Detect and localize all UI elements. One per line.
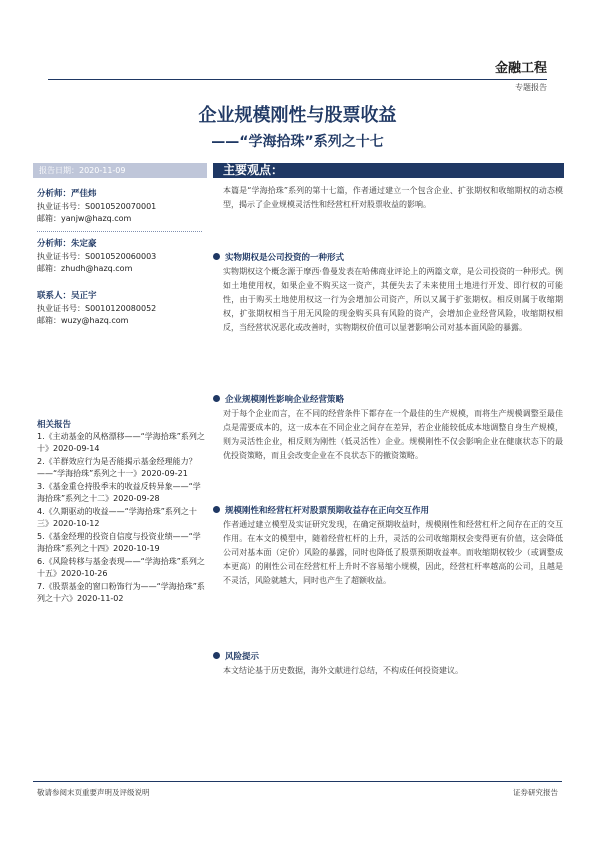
footer-label: 证券研究报告 <box>513 788 558 797</box>
analyst-name: 分析师：严佳炜 <box>37 189 97 199</box>
section-title: 实物期权是公司投资的一种形式 <box>225 253 345 263</box>
section-paragraph: 对于每个企业而言，在不同的经营条件下都存在一个最佳的生产规模，而将生产规模调整至最佳点是需要成本的，这一成本在不同企业之间存在差异，若企业能较低成本地调整自身生产规模，则为灵活性企业，相反则为刚性（低灵活性）企业。规模刚性不仅会影响企业在健康状态下的最优投资策略，而且会改变企业在不良状态下的撤资策略。 <box>223 409 563 460</box>
section-heading <box>213 504 429 516</box>
section-paragraph: 作者通过建立模型及实证研究发现，在确定预期收益时，规模刚性和经营杠杆之间存在正的交互作用。在本文的模型中，随着经营杠杆的上升，灵活的公司收缩期权会变得更有价值，这会降低公司对基本面（定价）风险的暴露，同时也降低了股票预期收益率。而收缩期权较少（或调整成本更高）的刚性公司在经营杠杆上升时不容易缩小规模，因此，经营杠杆率越高的公司，且越是不灵活，风险就越大，同时也产生了超额收益。 <box>223 520 563 585</box>
footer-disclaimer: 敬请参阅末页重要声明及评级说明 <box>37 788 150 797</box>
analyst-email[interactable]: 邮箱：zhudh@hazq.com <box>37 264 133 273</box>
section-heading <box>213 251 344 263</box>
analyst-cert: 执业证书号：S0010520060003 <box>37 251 157 261</box>
section-heading <box>213 393 344 405</box>
intro-paragraph: 本篇是“学海拾珠”系列的第十七篇，作者通过建立一个包含企业、扩张期权和收缩期权的动态模型，揭示了企业规模灵活性和经营杠杆对股票收益的影响。 <box>223 186 563 209</box>
section-title: 规模刚性和经营杠杆对股票预期收益存在正向交互作用 <box>225 506 430 516</box>
bullet-icon <box>213 395 220 402</box>
divider <box>37 231 202 233</box>
section-paragraph: 实物期权这个概念源于摩西·鲁曼发表在哈佛商业评论上的两篇文章，是公司投资的一种形式。例如土地使用权，如果企业不购买这一资产，其便失去了未来使用土地进行开发、即行权的可能性，由于购买土地使用权这一行为会增加公司资产，所以又属于扩张期权。相反则属于收缩期权，扩张期权相当于用无风险的现金购买具有风险的资产，会增加企业经营风险，收缩期权相反，当经营状况恶化或改善时，实物期权价值可以显著影响公司对基本面风险的暴露。 <box>223 267 563 332</box>
related-report-item[interactable]: 1.《主动基金的风格漂移——“学海拾珠”系列之十》2020-09-14 <box>37 432 205 453</box>
related-report-item[interactable]: 2.《羊群效应行为是否能揭示基金经理能力？——“学海拾珠”系列之十一》2020-09-21 <box>37 457 197 478</box>
related-report-item[interactable]: 6.《风险转移与基金表现——“学海拾珠”系列之十五》2020-10-26 <box>37 557 205 578</box>
related-reports-list <box>37 431 205 606</box>
related-report-item[interactable]: 3.《基金重仓持股季末的收益反转异象——“学海拾珠”系列之十二》2020-09-28 <box>37 482 201 503</box>
related-report-item[interactable]: 7.《股票基金的窗口粉饰行为——“学海拾珠”系列之十六》2020-11-02 <box>37 582 205 603</box>
bullet-icon <box>213 253 220 260</box>
contact-cert: 执业证书号：S0010120080052 <box>37 303 157 313</box>
bullet-icon <box>213 506 220 513</box>
header-divider <box>48 79 547 80</box>
footer-divider <box>33 781 562 782</box>
main-views-title: 主要观点： <box>223 163 284 177</box>
analyst-email[interactable]: 邮箱：yanjw@hazq.com <box>37 214 132 223</box>
report-date: 报告日期：2020-11-09 <box>33 163 207 178</box>
analyst-name: 分析师：朱定豪 <box>37 239 97 249</box>
contact-block <box>37 290 207 328</box>
contact-name: 联系人：吴正宇 <box>37 291 97 301</box>
analyst-block <box>37 188 207 226</box>
analyst-block <box>37 238 207 276</box>
section-title: 企业规模刚性影响企业经营策略 <box>225 395 345 405</box>
related-report-item[interactable]: 4.《久期驱动的收益——“学海拾珠”系列之十三》2020-10-12 <box>37 507 197 528</box>
related-report-item[interactable]: 5.《基金经理的投资自信度与投资业绩——“学海拾珠”系列之十四》2020-10-19 <box>37 532 201 553</box>
analyst-cert: 执业证书号：S0010520070001 <box>37 201 157 211</box>
related-reports-title: 相关报告 <box>37 420 72 430</box>
section-heading <box>213 650 259 662</box>
report-subcategory: 专题报告 <box>515 83 547 92</box>
report-title: 企业规模刚性与股票收益 <box>198 105 397 126</box>
bullet-icon <box>213 652 220 659</box>
contact-email[interactable]: 邮箱：wuzy@hazq.com <box>37 316 129 325</box>
section-paragraph: 本文结论基于历史数据，海外文献进行总结，不构成任何投资建议。 <box>223 666 463 675</box>
section-title: 风险提示 <box>225 652 260 662</box>
report-category: 金融工程 <box>494 61 547 76</box>
report-subtitle: ——“学海拾珠”系列之十七 <box>211 134 384 150</box>
